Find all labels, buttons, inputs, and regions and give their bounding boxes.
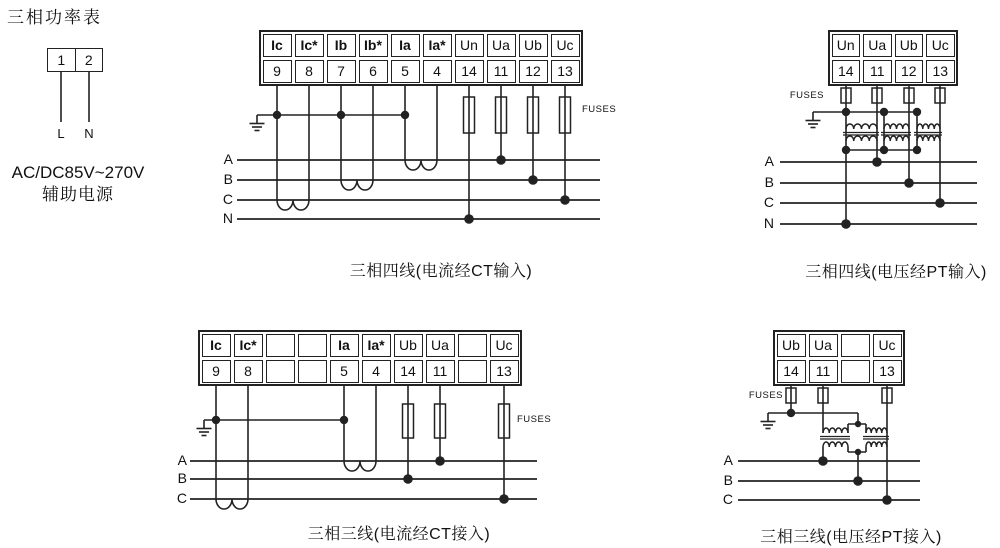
terminal-number-cell: 6 bbox=[359, 60, 388, 83]
pt-winding bbox=[846, 124, 877, 129]
junction-dot bbox=[212, 416, 220, 424]
page-title: 三相功率表 bbox=[7, 8, 102, 27]
aux-power-caption bbox=[0, 162, 156, 206]
terminal-number-cell: 4 bbox=[423, 60, 452, 83]
junction-dot bbox=[818, 456, 828, 466]
junction-dot bbox=[855, 449, 861, 455]
junction-dot bbox=[841, 219, 851, 229]
terminal-label-cell: Ib* bbox=[359, 34, 388, 57]
terminal-number-cell bbox=[298, 360, 327, 383]
pt-winding bbox=[866, 428, 887, 433]
terminal-label-cell bbox=[266, 334, 295, 357]
terminal-number-cell: 5 bbox=[330, 360, 359, 383]
junction-dot bbox=[499, 494, 509, 504]
junction-dot bbox=[435, 456, 445, 466]
terminal-label-cell: Ub bbox=[394, 334, 423, 357]
terminal-number-cell: 11 bbox=[426, 360, 455, 383]
pt-winding bbox=[884, 136, 909, 141]
phase-label-a: A bbox=[764, 153, 774, 169]
terminal-strip-pt4 bbox=[828, 30, 958, 86]
diagram-aux-wiring bbox=[61, 72, 89, 122]
pt-winding bbox=[917, 124, 940, 129]
junction-dot bbox=[496, 155, 506, 165]
terminal-label-cell: Uc bbox=[551, 34, 580, 57]
caption-ct4: 三相四线(电流经CT输入) bbox=[349, 263, 533, 280]
terminal-number-cell: 14 bbox=[455, 60, 484, 83]
junction-dot bbox=[842, 108, 850, 116]
junction-dot bbox=[273, 111, 281, 119]
caption-pt4: 三相四线(电压经PT输入) bbox=[805, 264, 987, 281]
junction-dot bbox=[880, 146, 888, 154]
junction-dot bbox=[880, 108, 888, 116]
terminal-label-cell bbox=[298, 334, 327, 357]
diagram-ct3-wiring bbox=[190, 386, 537, 509]
pt-winding bbox=[823, 428, 848, 433]
phase-label-b: B bbox=[764, 174, 774, 190]
terminal-number-cell: 13 bbox=[551, 60, 580, 83]
terminal-number-cell: 13 bbox=[490, 360, 519, 383]
terminal-label-cell: Ic* bbox=[234, 334, 263, 357]
terminal-label-cell bbox=[841, 334, 870, 357]
junction-dot bbox=[913, 108, 921, 116]
ct-coil bbox=[341, 180, 373, 190]
fuses-label: FUSES bbox=[582, 104, 617, 115]
terminal-label-cell: Ua bbox=[487, 34, 516, 57]
terminal-number-cell: 5 bbox=[391, 60, 420, 83]
terminal-label-cell: Ic bbox=[263, 34, 292, 57]
fuses-label: FUSES bbox=[517, 414, 552, 425]
terminal-number-cell: 11 bbox=[487, 60, 516, 83]
terminal-label-cell bbox=[458, 334, 487, 357]
terminal-number-cell: 8 bbox=[234, 360, 263, 383]
junction-dot bbox=[913, 146, 921, 154]
phase-label-c: C bbox=[763, 194, 774, 210]
terminal-label-cell: Ua bbox=[809, 334, 838, 357]
terminal-number-cell: 13 bbox=[926, 60, 955, 83]
terminal-number-cell: 13 bbox=[873, 360, 902, 383]
terminal-number-cell: 12 bbox=[895, 60, 924, 83]
phase-label-n: N bbox=[763, 215, 774, 231]
terminal-number-cell: 8 bbox=[295, 60, 324, 83]
junction-dot bbox=[560, 195, 570, 205]
junction-dot bbox=[337, 111, 345, 119]
ct-coil bbox=[344, 461, 376, 471]
terminal-label-cell: Ub bbox=[777, 334, 806, 357]
terminal-number-cell: 7 bbox=[327, 60, 356, 83]
junction-dot bbox=[882, 495, 892, 505]
aux-wire-label-l: L bbox=[57, 126, 65, 141]
terminal-number-cell: 14 bbox=[777, 360, 806, 383]
terminal-number-cell: 14 bbox=[832, 60, 861, 83]
junction-dot bbox=[787, 409, 795, 417]
terminal-label-cell: Ia* bbox=[423, 34, 452, 57]
aux-terminal-1: 1 bbox=[57, 52, 66, 68]
junction-dot bbox=[904, 178, 914, 188]
terminal-label-cell: Uc bbox=[490, 334, 519, 357]
phase-label-c: C bbox=[222, 191, 233, 207]
terminal-label-cell: Un bbox=[455, 34, 484, 57]
terminal-label-cell: Ia bbox=[330, 334, 359, 357]
aux-name-text: 辅助电源 bbox=[42, 185, 114, 204]
terminal-label-cell: Ua bbox=[426, 334, 455, 357]
phase-label-b: B bbox=[177, 470, 187, 486]
caption-pt3: 三相三线(电压经PT接入) bbox=[760, 529, 942, 546]
terminal-label-cell: Ub bbox=[895, 34, 924, 57]
ct-coil bbox=[405, 160, 437, 170]
junction-dot bbox=[464, 214, 474, 224]
terminal-number-cell: 11 bbox=[863, 60, 892, 83]
terminal-strip-pt3 bbox=[773, 330, 905, 386]
ct-coil bbox=[277, 200, 309, 210]
phase-label-a: A bbox=[177, 452, 187, 468]
terminal-label-cell: Ua bbox=[863, 34, 892, 57]
aux-voltage-text: AC/DC85V~270V bbox=[11, 163, 145, 182]
junction-dot bbox=[401, 111, 409, 119]
terminal-label-cell: Ic* bbox=[295, 34, 324, 57]
terminal-number-cell bbox=[266, 360, 295, 383]
fuses-label: FUSES bbox=[789, 90, 824, 101]
diagram-pt4-wiring bbox=[780, 86, 977, 229]
terminal-number-cell: 12 bbox=[519, 60, 548, 83]
aux-wire-label-n: N bbox=[84, 126, 94, 141]
terminal-number-cell: 14 bbox=[394, 360, 423, 383]
pt-winding bbox=[823, 442, 848, 447]
pt-winding bbox=[866, 442, 887, 447]
terminal-number-cell bbox=[841, 360, 870, 383]
terminal-number-cell bbox=[458, 360, 487, 383]
terminal-label-cell: Uc bbox=[926, 34, 955, 57]
aux-terminal-2: 2 bbox=[75, 49, 103, 71]
junction-dot bbox=[842, 146, 850, 154]
terminal-label-cell: Ib bbox=[327, 34, 356, 57]
junction-dot bbox=[403, 474, 413, 484]
terminal-label-cell: Ic bbox=[202, 334, 231, 357]
phase-label-b: B bbox=[223, 171, 233, 187]
terminal-number-cell: 11 bbox=[809, 360, 838, 383]
terminal-label-cell: Ia* bbox=[362, 334, 391, 357]
diagram-pt3-wiring bbox=[738, 386, 920, 505]
phase-label-n: N bbox=[222, 210, 233, 226]
diagram-ct4-wiring bbox=[237, 86, 600, 224]
terminal-strip-ct4 bbox=[259, 30, 583, 86]
pt-winding bbox=[846, 136, 877, 141]
pt-winding bbox=[884, 124, 909, 129]
terminal-label-cell: Un bbox=[832, 34, 861, 57]
junction-dot bbox=[528, 175, 538, 185]
junction-dot bbox=[853, 476, 863, 486]
fuses-label: FUSES bbox=[748, 390, 783, 401]
junction-dot bbox=[872, 157, 882, 167]
terminal-label-cell: Uc bbox=[873, 334, 902, 357]
terminal-strip-ct3 bbox=[198, 330, 522, 386]
ct-coil bbox=[216, 499, 248, 509]
junction-dot bbox=[935, 198, 945, 208]
caption-ct3: 三相三线(电流经CT接入) bbox=[307, 526, 491, 543]
phase-label-a: A bbox=[723, 452, 733, 468]
terminal-number-cell: 9 bbox=[263, 60, 292, 83]
junction-dot bbox=[855, 421, 861, 427]
pt-winding bbox=[917, 136, 940, 141]
phase-label-c: C bbox=[176, 490, 187, 506]
terminal-label-cell: Ub bbox=[519, 34, 548, 57]
phase-label-a: A bbox=[223, 151, 233, 167]
phase-label-b: B bbox=[723, 472, 733, 488]
terminal-number-cell: 4 bbox=[362, 360, 391, 383]
phase-label-c: C bbox=[722, 491, 733, 507]
terminal-number-cell: 9 bbox=[202, 360, 231, 383]
aux-power-terminal-block bbox=[47, 48, 103, 72]
terminal-label-cell: Ia bbox=[391, 34, 420, 57]
junction-dot bbox=[340, 416, 348, 424]
